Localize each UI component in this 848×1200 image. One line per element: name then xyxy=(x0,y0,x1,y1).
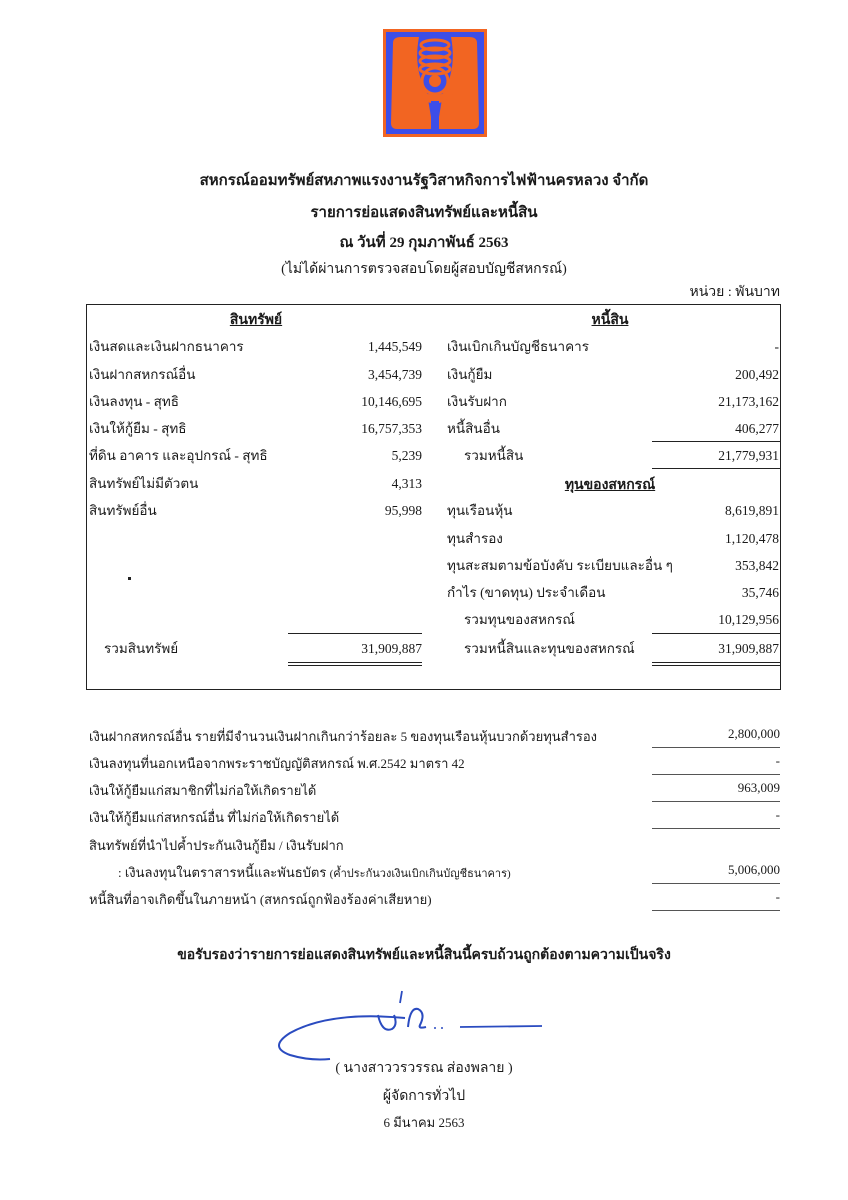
equity-label: ทุนเรือนหุ้น xyxy=(447,503,513,518)
signatory-title: ผู้จัดการทั่วไป xyxy=(382,1089,466,1104)
report-title: รายการย่อแสดงสินทรัพย์และหนี้สิน xyxy=(310,205,538,221)
asset-value: 1,445,549 xyxy=(368,339,422,354)
note-label: สินทรัพย์ที่นำไปค้ำประกันเงินกู้ยืม / เงินรับฝาก xyxy=(89,838,344,853)
unit-label: หน่วย : พันบาท xyxy=(689,285,780,300)
asset-value: 3,454,739 xyxy=(368,367,422,382)
liabilities-heading: หนี้สิน xyxy=(591,313,629,328)
asset-value: 10,146,695 xyxy=(361,394,422,409)
asset-label: ที่ดิน อาคาร และอุปกรณ์ - สุทธิ xyxy=(89,448,268,463)
asset-value: 4,313 xyxy=(391,476,422,491)
liability-label: เงินรับฝาก xyxy=(447,394,507,409)
assets-total-rule xyxy=(288,633,422,634)
asset-value: 16,757,353 xyxy=(361,421,422,436)
liability-label: หนี้สินอื่น xyxy=(447,421,500,436)
note-value: - xyxy=(775,889,780,904)
assets-heading: สินทรัพย์ xyxy=(229,313,283,328)
equity-label: กำไร (ขาดทุน) ประจำเดือน xyxy=(447,585,606,600)
liabilities-total-bottom-rule xyxy=(652,468,780,469)
assets-total-double-rule xyxy=(288,662,422,666)
liabilities-total-label: รวมหนี้สิน xyxy=(464,448,524,463)
liability-label: เงินกู้ยืม xyxy=(447,367,493,382)
asset-label: เงินให้กู้ยืม - สุทธิ xyxy=(89,421,187,436)
note-label xyxy=(118,862,511,883)
note-value: 963,009 xyxy=(737,780,780,795)
note-label: เงินฝากสหกรณ์อื่น รายที่มีจำนวนเงินฝากเกินกว่าร้อยละ 5 ของทุนเรือนหุ้นบวกด้วยทุนสำรอง xyxy=(89,729,598,744)
asset-value: 95,998 xyxy=(384,503,422,518)
equity-value: 1,120,478 xyxy=(725,531,779,546)
liability-label: เงินเบิกเกินบัญชีธนาคาร xyxy=(447,339,589,354)
note-rule xyxy=(652,747,780,748)
grand-total-label: รวมหนี้สินและทุนของสหกรณ์ xyxy=(464,641,635,656)
liability-value: 21,173,162 xyxy=(718,394,779,409)
equity-value: 8,619,891 xyxy=(725,503,779,518)
note-rule xyxy=(652,774,780,775)
asset-label: เงินลงทุน - สุทธิ xyxy=(89,394,180,409)
note-sublabel-main: : เงินลงทุนในตราสารหนี้และพันธบัตร xyxy=(118,865,327,880)
equity-total-label: รวมทุนของสหกรณ์ xyxy=(464,612,575,627)
equity-label: ทุนสำรอง xyxy=(447,531,503,546)
equity-heading: ทุนของสหกรณ์ xyxy=(564,478,656,493)
certification-statement: ขอรับรองว่ารายการย่อแสดงสินทรัพย์และหนี้สินนี้ครบถ้วนถูกต้องตามความเป็นจริง xyxy=(177,948,671,963)
asset-label: สินทรัพย์ไม่มีตัวตน xyxy=(89,476,199,491)
liabilities-total-rule xyxy=(652,441,780,442)
liability-value: 406,277 xyxy=(735,421,779,436)
note-label: เงินลงทุนที่นอกเหนือจากพระราชบัญญัติสหกรณ์ พ.ศ.2542 มาตรา 42 xyxy=(89,756,465,771)
note-value: - xyxy=(775,753,780,768)
signatory-name: ( นางสาววรวรรณ ส่องพลาย ) xyxy=(335,1061,513,1076)
note-label: เงินให้กู้ยืมแก่สหกรณ์อื่น ที่ไม่ก่อให้เกิดรายได้ xyxy=(89,810,340,825)
note-value: 5,006,000 xyxy=(728,862,780,877)
stray-mark xyxy=(128,577,131,580)
equity-label: ทุนสะสมตามข้อบังคับ ระเบียบและอื่น ๆ xyxy=(447,558,673,573)
note-rule xyxy=(652,883,780,884)
asset-value: 5,239 xyxy=(391,448,422,463)
audit-note: (ไม่ได้ผ่านการตรวจสอบโดยผู้สอบบัญชีสหกรณ์) xyxy=(281,262,567,277)
note-rule xyxy=(652,801,780,802)
equity-total-value: 10,129,956 xyxy=(718,612,779,627)
cooperative-logo xyxy=(383,29,487,137)
grand-total-value: 31,909,887 xyxy=(718,641,779,656)
asset-label: สินทรัพย์อื่น xyxy=(89,503,157,518)
grand-total-rule xyxy=(652,633,780,634)
liability-value: - xyxy=(774,339,779,354)
equity-value: 35,746 xyxy=(741,585,779,600)
equity-value: 353,842 xyxy=(735,558,779,573)
note-label: เงินให้กู้ยืมแก่สมาชิกที่ไม่ก่อให้เกิดรายได้ xyxy=(89,783,317,798)
assets-total-label: รวมสินทรัพย์ xyxy=(104,641,179,656)
note-sublabel-detail: (ค้ำประกันวงเงินเบิกเกินบัญชีธนาคาร) xyxy=(329,868,511,880)
organization-name: สหกรณ์ออมทรัพย์สหภาพแรงงานรัฐวิสาหกิจการไฟฟ้านครหลวง จำกัด xyxy=(199,173,649,189)
liabilities-total-value: 21,779,931 xyxy=(718,448,779,463)
asset-label: เงินฝากสหกรณ์อื่น xyxy=(89,367,196,382)
liability-value: 200,492 xyxy=(735,367,779,382)
note-value: 2,800,000 xyxy=(728,726,780,741)
note-rule xyxy=(652,910,780,911)
report-date: ณ วันที่ 29 กุมภาพันธ์ 2563 xyxy=(339,235,509,251)
note-label: หนี้สินที่อาจเกิดขึ้นในภายหน้า (สหกรณ์ถูกฟ้องร้องค่าเสียหาย) xyxy=(89,892,432,907)
note-value: - xyxy=(775,807,780,822)
grand-total-double-rule xyxy=(652,662,780,666)
asset-label: เงินสดและเงินฝากธนาคาร xyxy=(89,339,244,354)
assets-total-value: 31,909,887 xyxy=(361,641,422,656)
note-rule xyxy=(652,828,780,829)
certification-date: 6 มีนาคม 2563 xyxy=(383,1115,465,1130)
